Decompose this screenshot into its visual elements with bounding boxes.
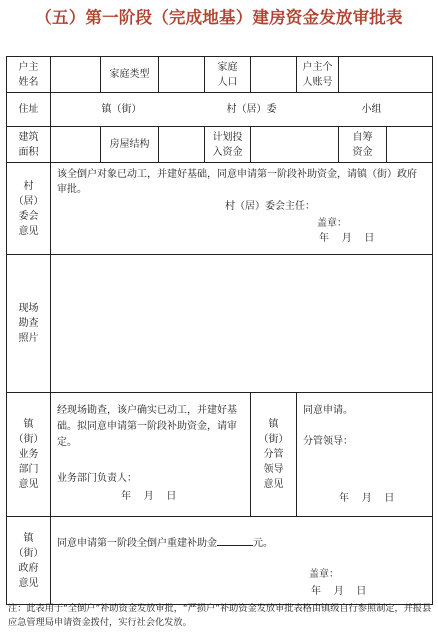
form-title: （五）第一阶段（完成地基）建房资金发放审批表 (35, 8, 403, 27)
gov-opinion-cell[interactable] (51, 517, 433, 605)
gov-seal-label: 盖章： (309, 569, 339, 580)
leader-opinion-label: 镇 （街） 分管 领导 意见 (251, 393, 297, 517)
structure-field[interactable] (159, 127, 205, 163)
family-size-label: 家庭 人口 (205, 57, 251, 93)
site-photos-area[interactable] (51, 255, 433, 393)
address-field[interactable] (51, 93, 433, 127)
family-type-field[interactable] (159, 57, 205, 93)
village-date: 年 月 日 (319, 233, 375, 244)
village-seal-label: 盖章： (317, 218, 347, 229)
account-field[interactable] (339, 57, 433, 93)
village-opinion-cell[interactable] (51, 163, 433, 255)
family-type-label: 家庭类型 (101, 57, 159, 93)
address-group: 小组 (361, 104, 382, 115)
village-opinion-label: 村 （居） 委会 意见 (7, 163, 51, 255)
area-field[interactable] (51, 127, 101, 163)
owner-name-label: 户主 姓名 (7, 57, 51, 93)
site-photos-label: 现场 勘查 照片 (7, 255, 51, 393)
gov-opinion-unit: 元。 (253, 538, 273, 549)
gov-opinion-label: 镇 （街） 政府 意见 (7, 517, 51, 605)
leader-opinion-cell[interactable] (297, 393, 433, 517)
planned-funds-field[interactable] (251, 127, 339, 163)
account-label: 户主个 人账号 (297, 57, 339, 93)
family-size-field[interactable] (251, 57, 297, 93)
dept-opinion-label: 镇 （街） 业务 部门 意见 (7, 393, 51, 517)
area-label: 建筑 面积 (7, 127, 51, 163)
village-director-label: 村（居）委会主任： (225, 201, 315, 212)
dept-opinion-text: 经现场勘查，该户确实已动工，并建好基础。拟同意申请第一阶段补助资金，请审定。 (57, 405, 237, 448)
dept-person-label: 业务部门负责人： (57, 473, 137, 484)
address-town: 镇（街） (101, 104, 142, 115)
self-funds-label: 自筹 资金 (339, 127, 387, 163)
structure-label: 房屋结构 (101, 127, 159, 163)
leader-date: 年 月 日 (339, 493, 395, 504)
owner-name-field[interactable] (51, 57, 101, 93)
leader-label: 分管领导： (303, 436, 353, 447)
leader-opinion-text: 同意申请。 (303, 405, 353, 416)
address-village: 村（居）委 (226, 104, 277, 115)
footnote: 注：此表用于“全倒户”补助资金发放审批，“严损户”补助资金发放审批表格由镇级自行参照制定，并报县应急管理局申请资金拨付，实行社会化发放。 (8, 603, 432, 628)
gov-date: 年 月 日 (311, 586, 367, 597)
gov-opinion-text: 同意申请第一阶段全倒户重建补助金 (57, 538, 217, 549)
village-opinion-text: 该全倒户对象已动工，并建好基础，同意申请第一阶段补助资金，请镇（街）政府审批。 (57, 169, 417, 195)
approval-form-table (6, 56, 433, 605)
dept-opinion-cell[interactable] (51, 393, 251, 517)
dept-date: 年 月 日 (121, 491, 177, 502)
address-label: 住址 (7, 93, 51, 127)
self-funds-field[interactable] (387, 127, 433, 163)
planned-funds-label: 计划投 入资金 (205, 127, 251, 163)
gov-opinion-line (57, 535, 426, 551)
amount-blank[interactable] (217, 535, 253, 546)
